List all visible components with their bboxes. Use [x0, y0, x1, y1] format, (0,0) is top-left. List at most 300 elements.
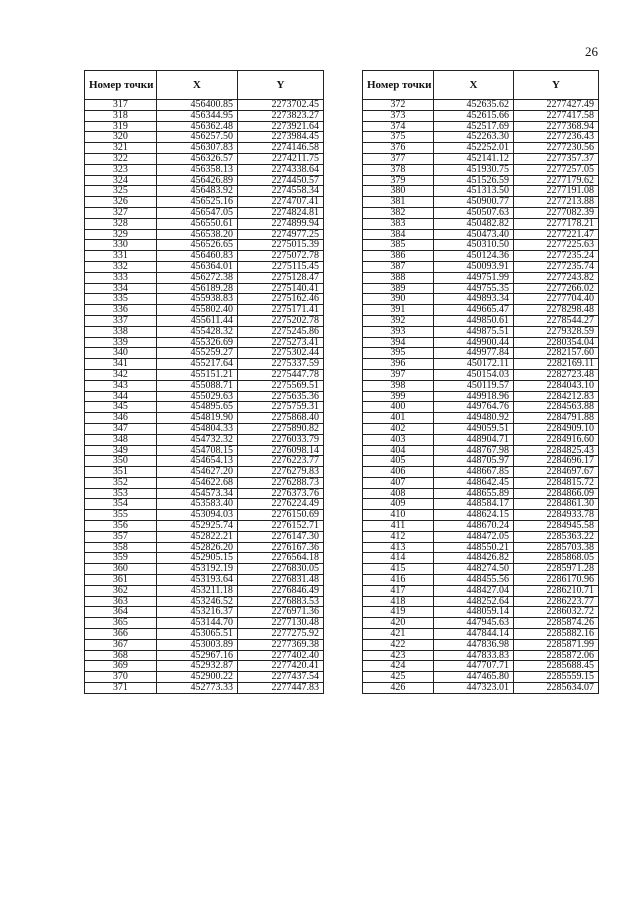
- table-row: [363, 477, 599, 488]
- cell-point-number: 350: [85, 456, 157, 467]
- cell-y: 2277427.49: [514, 100, 599, 111]
- cell-y: 2277417.58: [514, 110, 599, 121]
- cell-x: 448655.89: [433, 488, 513, 499]
- cell-x: 448584.17: [433, 499, 513, 510]
- cell-x: 456344.95: [156, 110, 237, 121]
- table-row: [85, 596, 324, 607]
- cell-y: 2284933.78: [514, 510, 599, 521]
- cell-x: 453583.40: [156, 499, 237, 510]
- cell-point-number: 380: [363, 186, 434, 197]
- table-row: [363, 467, 599, 478]
- table-row: [85, 575, 324, 586]
- cell-x: 454627.20: [156, 467, 237, 478]
- cell-y: 2278544.27: [514, 315, 599, 326]
- cell-point-number: 393: [363, 326, 434, 337]
- cell-y: 2277225.63: [514, 240, 599, 251]
- cell-point-number: 358: [85, 542, 157, 553]
- cell-point-number: 417: [363, 585, 434, 596]
- header-point-number: Номер точки: [363, 71, 434, 100]
- cell-point-number: 342: [85, 369, 157, 380]
- cell-y: 2277704.40: [514, 294, 599, 305]
- table-row: [85, 369, 324, 380]
- cell-y: 2276288.73: [237, 477, 323, 488]
- cell-point-number: 339: [85, 337, 157, 348]
- cell-point-number: 413: [363, 542, 434, 553]
- table-row: [85, 305, 324, 316]
- cell-point-number: 377: [363, 153, 434, 164]
- cell-point-number: 347: [85, 423, 157, 434]
- table-row: [85, 153, 324, 164]
- table-row: [85, 229, 324, 240]
- cell-x: 448274.50: [433, 564, 513, 575]
- table-row: [85, 261, 324, 272]
- table-row: [363, 143, 599, 154]
- table-row: [85, 672, 324, 683]
- cell-x: 449893.34: [433, 294, 513, 305]
- cell-y: 2276373.76: [237, 488, 323, 499]
- cell-x: 455217.64: [156, 359, 237, 370]
- cell-y: 2276150.69: [237, 510, 323, 521]
- cell-x: 454804.33: [156, 423, 237, 434]
- cell-point-number: 387: [363, 261, 434, 272]
- cell-y: 2280354.04: [514, 337, 599, 348]
- cell-x: 452925.74: [156, 521, 237, 532]
- cell-point-number: 370: [85, 672, 157, 683]
- cell-x: 449875.51: [433, 326, 513, 337]
- cell-x: 450900.77: [433, 197, 513, 208]
- table-row: [85, 337, 324, 348]
- cell-point-number: 373: [363, 110, 434, 121]
- table-row: [85, 143, 324, 154]
- table-row: [363, 359, 599, 370]
- table-row: [363, 683, 599, 694]
- cell-y: 2276279.83: [237, 467, 323, 478]
- table-row: [363, 283, 599, 294]
- cell-x: 449755.35: [433, 283, 513, 294]
- cell-y: 2275569.51: [237, 380, 323, 391]
- table-row: [363, 337, 599, 348]
- cell-x: 456189.28: [156, 283, 237, 294]
- header-x: X: [433, 71, 513, 100]
- cell-y: 2279328.59: [514, 326, 599, 337]
- table-row: [363, 294, 599, 305]
- table-row: [363, 499, 599, 510]
- cell-point-number: 320: [85, 132, 157, 143]
- cell-x: 448252.64: [433, 596, 513, 607]
- cell-y: 2277213.88: [514, 197, 599, 208]
- table-row: [85, 391, 324, 402]
- cell-y: 2276167.36: [237, 542, 323, 553]
- table-row: [85, 488, 324, 499]
- cell-point-number: 363: [85, 596, 157, 607]
- table-header-row: [85, 71, 324, 100]
- cell-y: 2275868.40: [237, 413, 323, 424]
- table-row: [85, 467, 324, 478]
- cell-y: 2284916.60: [514, 434, 599, 445]
- table-row: [363, 564, 599, 575]
- cell-y: 2284212.83: [514, 391, 599, 402]
- table-row: [85, 132, 324, 143]
- cell-x: 452932.87: [156, 661, 237, 672]
- table-row: [363, 629, 599, 640]
- cell-point-number: 415: [363, 564, 434, 575]
- table-row: [85, 380, 324, 391]
- table-row: [363, 132, 599, 143]
- cell-point-number: 357: [85, 531, 157, 542]
- cell-x: 447323.01: [433, 683, 513, 694]
- cell-point-number: 383: [363, 218, 434, 229]
- cell-x: 455151.21: [156, 369, 237, 380]
- cell-y: 2277243.82: [514, 272, 599, 283]
- cell-y: 2285559.15: [514, 672, 599, 683]
- cell-x: 454895.65: [156, 402, 237, 413]
- table-row: [363, 413, 599, 424]
- cell-x: 448667.85: [433, 467, 513, 478]
- table-row: [363, 261, 599, 272]
- cell-y: 2284825.43: [514, 445, 599, 456]
- table-row: [85, 240, 324, 251]
- cell-x: 456426.89: [156, 175, 237, 186]
- cell-x: 447836.98: [433, 639, 513, 650]
- cell-x: 447945.63: [433, 618, 513, 629]
- cell-point-number: 355: [85, 510, 157, 521]
- table-row: [85, 175, 324, 186]
- table-row: [85, 434, 324, 445]
- cell-x: 452773.33: [156, 683, 237, 694]
- cell-point-number: 322: [85, 153, 157, 164]
- cell-x: 452822.21: [156, 531, 237, 542]
- table-row: [85, 553, 324, 564]
- table-row: [85, 510, 324, 521]
- cell-x: 449850.61: [433, 315, 513, 326]
- cell-x: 453192.19: [156, 564, 237, 575]
- cell-point-number: 348: [85, 434, 157, 445]
- cell-y: 2277130.48: [237, 618, 323, 629]
- cell-point-number: 338: [85, 326, 157, 337]
- table-row: [85, 499, 324, 510]
- cell-x: 455611.44: [156, 315, 237, 326]
- cell-y: 2276224.49: [237, 499, 323, 510]
- table-row: [363, 672, 599, 683]
- cell-y: 2284791.88: [514, 413, 599, 424]
- table-row: [85, 477, 324, 488]
- cell-point-number: 412: [363, 531, 434, 542]
- table-row: [85, 413, 324, 424]
- cell-y: 2274899.94: [237, 218, 323, 229]
- cell-point-number: 329: [85, 229, 157, 240]
- cell-y: 2285882.16: [514, 629, 599, 640]
- table-row: [363, 218, 599, 229]
- cell-y: 2276564.18: [237, 553, 323, 564]
- cell-y: 2276033.79: [237, 434, 323, 445]
- cell-point-number: 401: [363, 413, 434, 424]
- cell-x: 451313.50: [433, 186, 513, 197]
- cell-point-number: 406: [363, 467, 434, 478]
- cell-point-number: 392: [363, 315, 434, 326]
- table-row: [363, 521, 599, 532]
- cell-x: 448472.05: [433, 531, 513, 542]
- table-row: [363, 423, 599, 434]
- cell-x: 449977.84: [433, 348, 513, 359]
- cell-x: 448904.71: [433, 434, 513, 445]
- cell-y: 2282157.60: [514, 348, 599, 359]
- cell-y: 2286032.72: [514, 607, 599, 618]
- table-row: [85, 607, 324, 618]
- cell-y: 2285703.38: [514, 542, 599, 553]
- header-y: Y: [514, 71, 599, 100]
- cell-x: 450124.36: [433, 251, 513, 262]
- cell-x: 455802.40: [156, 305, 237, 316]
- cell-y: 2285363.22: [514, 531, 599, 542]
- cell-x: 452826.20: [156, 542, 237, 553]
- cell-point-number: 394: [363, 337, 434, 348]
- cell-x: 453003.89: [156, 639, 237, 650]
- cell-x: 452635.62: [433, 100, 513, 111]
- table-header-row: [363, 71, 599, 100]
- table-row: [363, 575, 599, 586]
- cell-point-number: 418: [363, 596, 434, 607]
- cell-y: 2277420.41: [237, 661, 323, 672]
- cell-x: 456326.57: [156, 153, 237, 164]
- cell-point-number: 404: [363, 445, 434, 456]
- cell-point-number: 414: [363, 553, 434, 564]
- table-row: [85, 639, 324, 650]
- table-row: [85, 456, 324, 467]
- cell-point-number: 317: [85, 100, 157, 111]
- cell-x: 456525.16: [156, 197, 237, 208]
- cell-x: 448642.45: [433, 477, 513, 488]
- cell-point-number: 330: [85, 240, 157, 251]
- table-row: [363, 639, 599, 650]
- table-row: [363, 121, 599, 132]
- cell-y: 2274824.81: [237, 207, 323, 218]
- cell-y: 2277235.74: [514, 261, 599, 272]
- cell-x: 456358.13: [156, 164, 237, 175]
- cell-x: 448427.04: [433, 585, 513, 596]
- cell-x: 452967.16: [156, 650, 237, 661]
- cell-y: 2275302.44: [237, 348, 323, 359]
- cell-x: 449480.92: [433, 413, 513, 424]
- cell-point-number: 336: [85, 305, 157, 316]
- table-row: [85, 629, 324, 640]
- cell-x: 451930.75: [433, 164, 513, 175]
- cell-x: 456400.85: [156, 100, 237, 111]
- cell-x: 448550.21: [433, 542, 513, 553]
- cell-point-number: 384: [363, 229, 434, 240]
- cell-x: 448670.24: [433, 521, 513, 532]
- table-row: [85, 348, 324, 359]
- cell-point-number: 341: [85, 359, 157, 370]
- table-row: [85, 186, 324, 197]
- cell-point-number: 374: [363, 121, 434, 132]
- cell-y: 2285874.26: [514, 618, 599, 629]
- cell-y: 2274211.75: [237, 153, 323, 164]
- cell-y: 2276830.05: [237, 564, 323, 575]
- table-row: [363, 315, 599, 326]
- table-row: [363, 434, 599, 445]
- cell-point-number: 405: [363, 456, 434, 467]
- cell-point-number: 408: [363, 488, 434, 499]
- cell-point-number: 345: [85, 402, 157, 413]
- cell-point-number: 389: [363, 283, 434, 294]
- table-row: [363, 110, 599, 121]
- cell-point-number: 353: [85, 488, 157, 499]
- cell-point-number: 381: [363, 197, 434, 208]
- cell-x: 452263.30: [433, 132, 513, 143]
- cell-x: 448705.97: [433, 456, 513, 467]
- cell-point-number: 419: [363, 607, 434, 618]
- cell-y: 2284697.67: [514, 467, 599, 478]
- cell-y: 2284945.58: [514, 521, 599, 532]
- cell-x: 453144.70: [156, 618, 237, 629]
- cell-point-number: 400: [363, 402, 434, 413]
- table-row: [85, 326, 324, 337]
- cell-x: 449665.47: [433, 305, 513, 316]
- cell-point-number: 399: [363, 391, 434, 402]
- cell-point-number: 326: [85, 197, 157, 208]
- cell-point-number: 328: [85, 218, 157, 229]
- table-row: [85, 315, 324, 326]
- cell-point-number: 378: [363, 164, 434, 175]
- table-row: [363, 488, 599, 499]
- cell-y: 2286210.71: [514, 585, 599, 596]
- cell-y: 2277236.43: [514, 132, 599, 143]
- cell-x: 452141.12: [433, 153, 513, 164]
- table-row: [363, 402, 599, 413]
- cell-point-number: 426: [363, 683, 434, 694]
- table-row: [85, 542, 324, 553]
- cell-point-number: 407: [363, 477, 434, 488]
- table-row: [363, 369, 599, 380]
- table-row: [363, 251, 599, 262]
- cell-y: 2275890.82: [237, 423, 323, 434]
- cell-point-number: 367: [85, 639, 157, 650]
- cell-y: 2274977.25: [237, 229, 323, 240]
- cell-y: 2277082.39: [514, 207, 599, 218]
- cell-y: 2275447.78: [237, 369, 323, 380]
- cell-y: 2275140.41: [237, 283, 323, 294]
- table-row: [363, 380, 599, 391]
- cell-y: 2277230.56: [514, 143, 599, 154]
- cell-x: 453211.18: [156, 585, 237, 596]
- cell-point-number: 364: [85, 607, 157, 618]
- table-row: [85, 564, 324, 575]
- cell-x: 449751.99: [433, 272, 513, 283]
- cell-y: 2275245.86: [237, 326, 323, 337]
- table-row: [363, 164, 599, 175]
- table-row: [85, 164, 324, 175]
- cell-y: 2285868.05: [514, 553, 599, 564]
- cell-point-number: 388: [363, 272, 434, 283]
- table-row: [363, 650, 599, 661]
- cell-y: 2277447.83: [237, 683, 323, 694]
- cell-x: 454654.13: [156, 456, 237, 467]
- cell-point-number: 379: [363, 175, 434, 186]
- cell-y: 2277275.92: [237, 629, 323, 640]
- cell-y: 2276846.49: [237, 585, 323, 596]
- table-row: [363, 445, 599, 456]
- table-row: [363, 100, 599, 111]
- cell-y: 2275015.39: [237, 240, 323, 251]
- table-row: [363, 391, 599, 402]
- cell-x: 448455.56: [433, 575, 513, 586]
- cell-y: 2275115.45: [237, 261, 323, 272]
- cell-y: 2284815.72: [514, 477, 599, 488]
- cell-x: 451526.59: [433, 175, 513, 186]
- cell-y: 2275273.41: [237, 337, 323, 348]
- cell-point-number: 409: [363, 499, 434, 510]
- cell-x: 449764.76: [433, 402, 513, 413]
- table-row: [85, 110, 324, 121]
- table-row: [363, 153, 599, 164]
- cell-point-number: 376: [363, 143, 434, 154]
- cell-x: 452615.66: [433, 110, 513, 121]
- cell-x: 455326.69: [156, 337, 237, 348]
- cell-y: 2276098.14: [237, 445, 323, 456]
- table-row: [85, 423, 324, 434]
- table-row: [85, 618, 324, 629]
- cell-y: 2277235.24: [514, 251, 599, 262]
- table-row: [363, 326, 599, 337]
- coordinates-table-right: [362, 70, 599, 694]
- table-row: [85, 402, 324, 413]
- cell-x: 449059.51: [433, 423, 513, 434]
- cell-y: 2284909.10: [514, 423, 599, 434]
- cell-x: 448426.82: [433, 553, 513, 564]
- cell-point-number: 410: [363, 510, 434, 521]
- cell-x: 455428.32: [156, 326, 237, 337]
- cell-y: 2274558.34: [237, 186, 323, 197]
- cell-x: 456526.65: [156, 240, 237, 251]
- cell-x: 453065.51: [156, 629, 237, 640]
- cell-x: 456307.83: [156, 143, 237, 154]
- cell-point-number: 421: [363, 629, 434, 640]
- table-row: [85, 650, 324, 661]
- cell-y: 2284696.17: [514, 456, 599, 467]
- table-row: [85, 121, 324, 132]
- cell-point-number: 366: [85, 629, 157, 640]
- cell-point-number: 395: [363, 348, 434, 359]
- cell-y: 2273921.64: [237, 121, 323, 132]
- cell-x: 450093.91: [433, 261, 513, 272]
- cell-point-number: 354: [85, 499, 157, 510]
- table-row: [363, 229, 599, 240]
- cell-x: 453216.37: [156, 607, 237, 618]
- cell-x: 453094.03: [156, 510, 237, 521]
- cell-point-number: 346: [85, 413, 157, 424]
- cell-y: 2286170.96: [514, 575, 599, 586]
- table-row: [363, 661, 599, 672]
- table-row: [363, 585, 599, 596]
- table-row: [85, 531, 324, 542]
- table-row: [363, 542, 599, 553]
- cell-point-number: 390: [363, 294, 434, 305]
- cell-y: 2284043.10: [514, 380, 599, 391]
- cell-point-number: 368: [85, 650, 157, 661]
- cell-y: 2277357.37: [514, 153, 599, 164]
- cell-y: 2277221.47: [514, 229, 599, 240]
- cell-y: 2282723.48: [514, 369, 599, 380]
- cell-x: 448624.15: [433, 510, 513, 521]
- cell-x: 450507.63: [433, 207, 513, 218]
- cell-y: 2275759.31: [237, 402, 323, 413]
- cell-point-number: 337: [85, 315, 157, 326]
- page-number: 26: [585, 44, 598, 59]
- cell-y: 2276831.48: [237, 575, 323, 586]
- cell-point-number: 411: [363, 521, 434, 532]
- table-row: [85, 272, 324, 283]
- cell-point-number: 422: [363, 639, 434, 650]
